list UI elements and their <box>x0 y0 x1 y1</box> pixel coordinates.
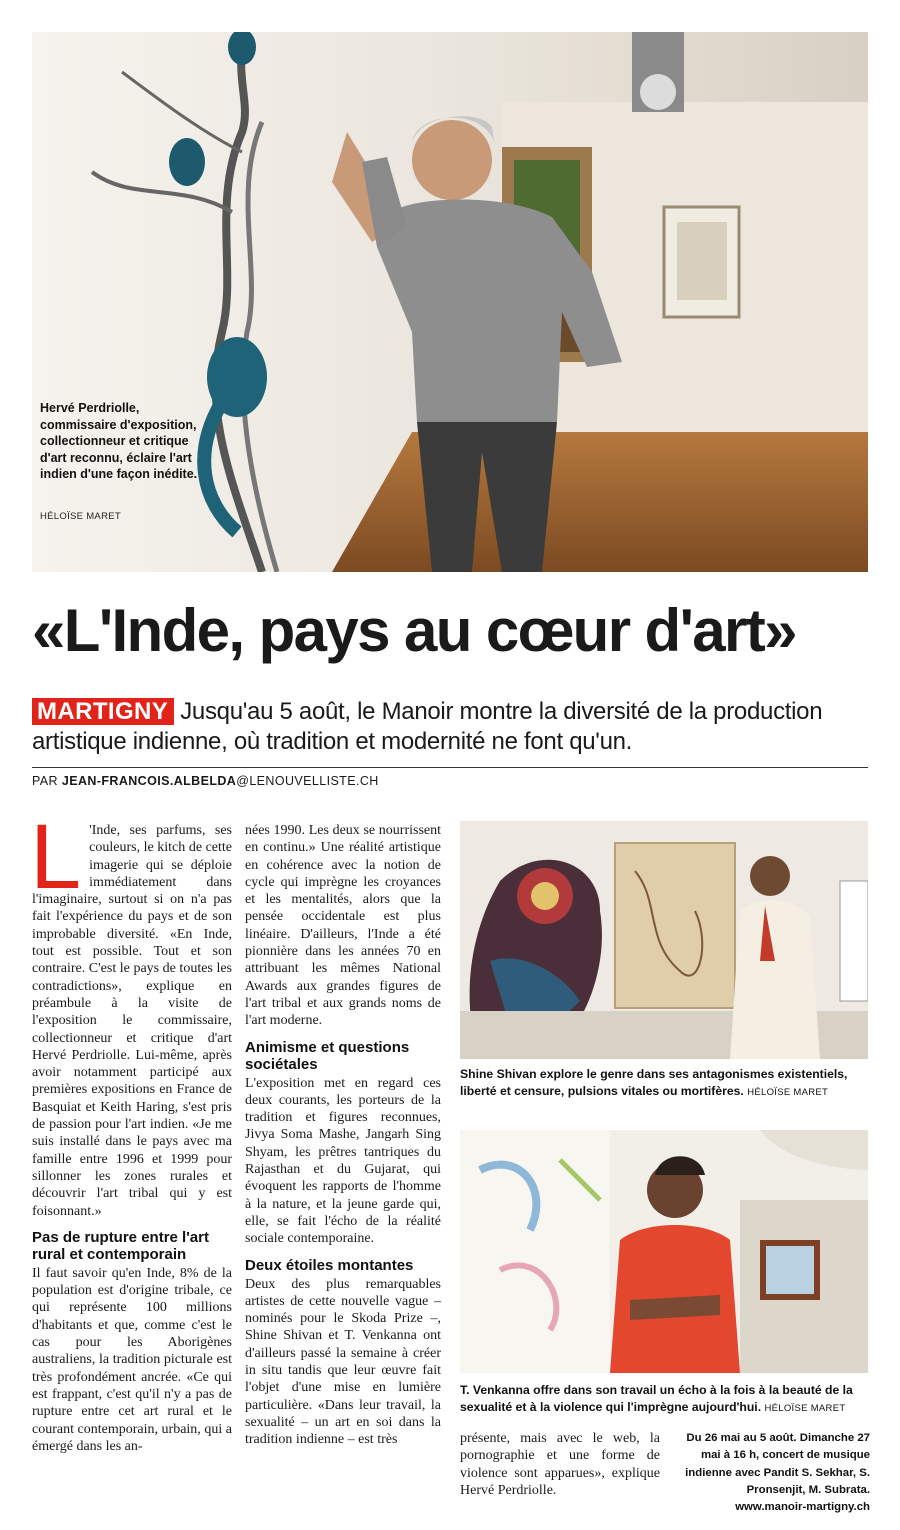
paragraph-cycle: nées 1990. Les deux se nourrissent en continu.» Une réalité artistique en cohérence avec la notion de cycle qui imprègne les croyances et les mentalités, alors que la pensée occidentale est plus linéaire. D'ailleurs, l'Inde a été pionnière dans les années 70 en attribuant les mêmes National Awards aux grandes figures de l'art tribal et aux grands noms de l'art moderne. <box>245 823 441 1029</box>
paragraph-intro: 'Inde, ses parfums, ses couleurs, le kitch de cette imagerie qui se déploie immédiatement dans l'imaginaire, surtout si on n'a pas fait l'expérience du pays et de son improbable diversité. «En Inde, tout est possible. Tout et son contraire. C'est le pays de toutes les contradictions», explique en préambule à la visite de l'exposition le commissaire, collectionneur et critique d'art Hervé Perdriolle. Lui-même, après avoir notamment participé aux premières expositions en France de Basquiat et Keith Haring, s'est pris de passion pour l'art indien. «Je me suis installé dans le pays avec ma famille entre 1996 et 1999 pour sillonner les zones rurales et découvrir l'art tribal qui y est foisonnant.» <box>32 823 232 1219</box>
caption-shine-shivan-credit: HÉLOÏSE MARET <box>747 1087 829 1098</box>
headline: «L'Inde, pays au cœur d'art» <box>32 597 796 664</box>
caption-venkanna-credit: HÉLOÏSE MARET <box>764 1403 846 1414</box>
paragraph-tribal: Il faut savoir qu'en Inde, 8% de la population est d'origine tribale, ce qui représente 100 millions d'habitants et que, comme c'est le cas pour les Aborigènes australiens, la tradition picturale est très profondément ancrée. «Ce qui est frappant, c'est qu'il n'y a pas de rupture entre cet art rural et le courant contemporain, urbain, qui a émergé dans les an- <box>32 1265 232 1454</box>
caption-venkanna <box>460 1382 880 1417</box>
byline-user: JEAN-FRANCOIS.ALBELDA <box>61 774 237 788</box>
hero-photo <box>32 32 868 572</box>
exhibition-info: Du 26 mai au 5 août. Dimanche 27 mai à 16 h, concert de musique indienne avec Pandit S. Sekhar, S. Pronsenjit, M. Subrata. www.manoir-martigny.ch <box>685 1432 870 1514</box>
lead <box>32 697 877 757</box>
subhead-animisme: Animisme et questions sociétales <box>245 1038 410 1073</box>
lead-text: Jusqu'au 5 août, le Manoir montre la diversité de la production artistique indienne, où tradition et modernité ne font qu'un. <box>32 698 823 755</box>
byline-domain: @LENOUVELLISTE.CH <box>236 774 379 788</box>
byline-rule <box>32 767 868 768</box>
paragraph-exposition: L'exposition met en regard ces deux courants, les porteurs de la tradition et figures reconnues, Jivya Soma Mashe, Jangarh Sing Shyam, les prêtres tantriques du Rajasthan et du Gujarat, qui évoquent les rapports de l'homme à la nature, et la jeune garde qui, elle, se fait l'écho de la réalité sociale contemporaine. <box>245 1075 441 1247</box>
caption-shine-shivan-text: Shine Shivan explore le genre dans ses antagonismes existentiels, liberté et censure, pulsions vitales ou mortifères. <box>460 1067 848 1098</box>
caption-shine-shivan <box>460 1066 880 1101</box>
kicker-martigny: MARTIGNY <box>32 698 174 725</box>
hero-caption: Hervé Perdriolle, commissaire d'exposition, collectionneur et critique d'art reconnu, éclaire l'art indien d'une façon inédite. <box>40 401 198 481</box>
paragraph-artistes: Deux des plus remarquables artistes de cette nouvelle vague – nominés pour le Skoda Prize –, Shine Shivan et T. Venkanna ont d'ailleurs passé la semaine à créer in situ tandis que leur œuvre fait l'objet d'une mise en lumière particulière. «Dans leur travail, la sexualité – un art en soi dans la tradition indienne – est très <box>245 1276 441 1448</box>
article-column-2 <box>245 822 441 1449</box>
hero-photo-image <box>32 32 868 572</box>
dropcap: L <box>30 806 82 908</box>
article-column-3 <box>460 1430 660 1499</box>
photo-shine-shivan <box>460 821 868 1059</box>
hero-credit: HÉLOÏSE MARET <box>40 511 121 522</box>
byline-prefix: PAR <box>32 774 62 788</box>
paragraph-closing: présente, mais avec le web, la pornographie et une forme de violence sont apparues», explique Hervé Perdriolle. <box>460 1431 660 1498</box>
subhead-rupture: Pas de rupture entre l'art rural et contemporain <box>32 1228 209 1263</box>
photo-venkanna <box>460 1130 868 1373</box>
article-column-1 <box>30 806 232 1455</box>
caption-venkanna-text: T. Venkanna offre dans son travail un écho à la fois à la beauté de la sexualité et à la violence qui l'imprègne aujourd'hui. <box>460 1383 853 1414</box>
byline <box>32 774 379 788</box>
subhead-etoiles: Deux étoiles montantes <box>245 1256 414 1274</box>
photo-venkanna-image <box>460 1130 868 1373</box>
photo-shine-shivan-image <box>460 821 868 1059</box>
